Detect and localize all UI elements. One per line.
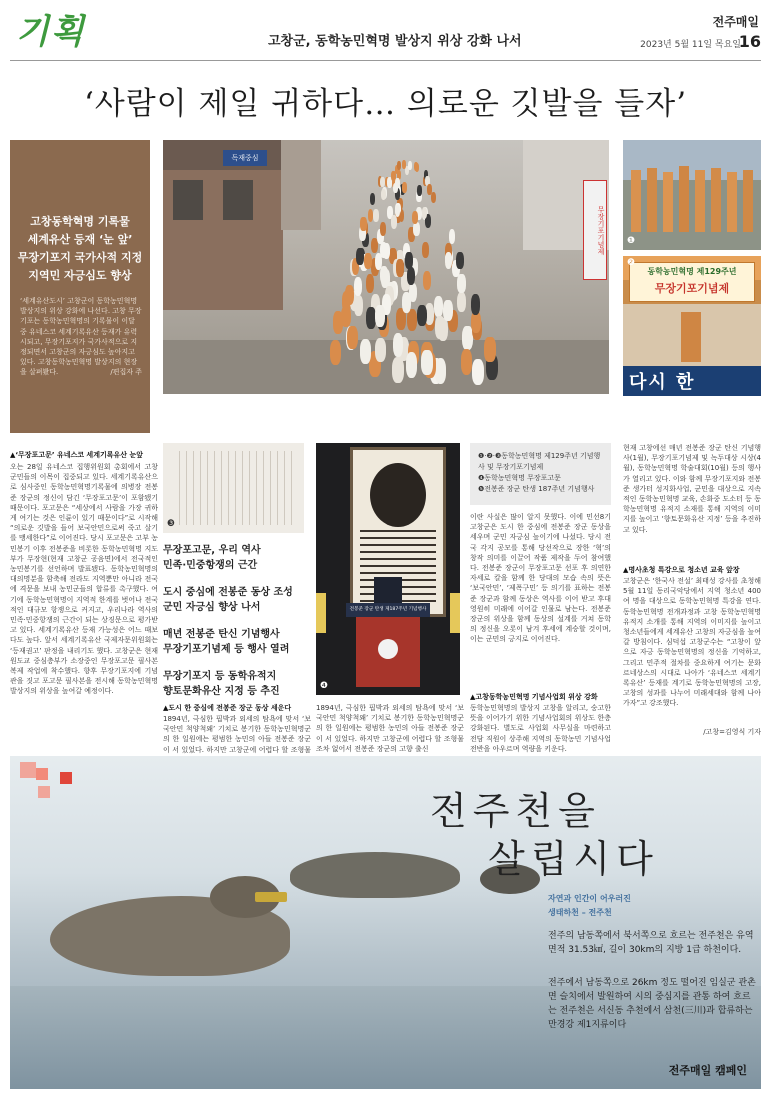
crowd-figure <box>484 337 495 361</box>
crowd-figure <box>471 294 480 315</box>
crowd-figure <box>391 215 397 229</box>
crowd-figure <box>356 248 364 265</box>
campaign-paragraph: 전주에서 남동쪽으로 26km 정도 떨어진 임실군 관촌면 슬치에서 발원하여 시의 중심지를 관통 하여 흐르는 전주천은 서신동 추천에서 삼천(三川)과 합류하는 만경강 제1지류이다 <box>548 978 756 1030</box>
photo-number: ❸ <box>167 519 176 529</box>
crowd-figure <box>360 217 366 231</box>
crowd-figure <box>347 326 358 349</box>
subhead: 무장기포지 등 동학유적지 향토문화유산 지정 등 추진 <box>163 671 280 697</box>
crowd-figure <box>413 222 419 236</box>
campaign-tagline: 생태하천 – 전주천 <box>548 908 612 917</box>
crowd-figure <box>380 266 388 284</box>
summary-byline: /편집자 주 <box>110 368 142 377</box>
crowd-figure <box>393 183 398 194</box>
crowd-figure <box>402 182 407 193</box>
summary-text <box>20 296 142 378</box>
header-topic: 고창군, 동학농민혁명 발상지 위상 강화 나서 <box>268 34 522 49</box>
portrait-photo <box>316 443 460 695</box>
small-photo-2 <box>623 256 761 396</box>
crowd-figure <box>407 267 415 285</box>
col2-text: 1894년, 극심한 핍박과 외세의 탐욕에 맞서 ‘보국안민 척양척왜’ 기치로 봉기한 동학농민혁명군의 한 일원에는 평범한 농민의 아들 전봉준 장군이 서 있었다. 하지만 고창군에 어렵다 할 조형물 <box>163 715 311 754</box>
subhead: 도시 중심에 전봉준 동상 조성 군민 자긍심 향상 나서 <box>163 587 293 613</box>
headline: ‘사람이 제일 귀하다… 의로운 깃발을 들자’ <box>83 86 688 122</box>
section-label: 기획 <box>16 12 86 52</box>
summary-title-line: 지역민 자긍심도 향상 <box>28 269 132 282</box>
crowd-figure <box>364 253 372 270</box>
crowd-figure <box>408 161 412 170</box>
col3-text: 이란 사실은 많이 알지 못했다. 이에 민선8기 고창군은 도시 한 중심에 전봉준 장군 동상을 세우며 군민 자긍심 높이기에 나섰다. 당시 전국 각지 공모를 통해 당선작으로 장한 ‘혁’의 창작 의미를 이끌어 작품 제작을 두어 참여했다. 전봉준 장군이 무장포고문 선포 후 의연한 자세로 칼을 함께 한 당대의 모습 속의 뜻은 ‘보국안민’, ‘제폭구민’ 등 의기를 표하는 전봉준 장군과 함께 동상은 역사를 이어 받고 후대 영원히 미래에 이어갈 인물로 남는다. 전봉준 장군의 위상을 함께 동상의 설계를 거쳐 동학의 정신을 오롯이 남겨 후세에 계승할 것이며, 이는 군민의 긍지로 이어진다. <box>470 513 611 644</box>
crowd-figure <box>373 209 379 222</box>
crowd-figure <box>456 252 464 269</box>
grey-caption: ❶·❷·❸동학농민혁명 제129주년 기념행사 및 무장기포기념제 <box>478 452 601 471</box>
crowd-figure <box>375 305 385 327</box>
crowd-figure <box>366 274 375 293</box>
crowd-figure <box>457 274 466 293</box>
crowd-figure <box>434 296 443 317</box>
crowd-figure <box>381 189 386 200</box>
crowd-figure <box>375 253 383 270</box>
small-photo-1 <box>623 140 761 250</box>
campaign-title-line: 살립시다 <box>488 837 659 881</box>
col3-caption <box>470 692 611 702</box>
crowd-figure <box>370 193 375 205</box>
main-photo <box>163 140 609 394</box>
crowd-figure <box>406 352 418 378</box>
summary-title <box>10 213 150 285</box>
summary-body: ‘세계유산도시’ 고창군이 동학농민혁명 발상지의 위상 강화에 나선다. 고창 무장기포는 동학농민혁명의 기록물이 이달 중 유네스코 세계기록유산 등재가 유력시되고, 무장기포지가 국가사적으로 지정되면서 고창군의 자긍심도 높아지고 있다. 고창동학농민혁명 발상지의 현장을 살펴봤다. <box>20 297 142 377</box>
calligraphy-photo <box>163 443 304 533</box>
campaign-credit: 전주매일 캠페인 <box>668 1064 747 1077</box>
crowd-figure <box>435 316 445 339</box>
crowd-figure <box>422 242 429 258</box>
subhead: 무장포고문, 우리 역사 민족·민중항쟁의 근간 <box>163 545 261 571</box>
crowd-figure <box>392 357 404 383</box>
crowd-figure <box>402 292 411 312</box>
crowd-figure <box>457 292 466 312</box>
crowd-figure <box>445 252 453 269</box>
crowd-figure <box>431 192 436 204</box>
vertical-banner: 무장기포기념제 <box>583 180 607 280</box>
col3-lower: 1894년, 극심한 핍박과 외세의 탐욕에 맞서 ‘보국안민 척양척왜’ 기치로 봉기한 동학농민혁명군의 한 일원에는 평범한 농민의 아들 전봉준 장군이 서 있었다. 하지만 고창군에 어렵다 할 조형물조차 없어서 전봉준 장군의 고향 출신 <box>316 704 464 753</box>
podium-banner: 전봉준 장군 탄생 제187주년 기념행사 <box>346 603 430 617</box>
banner-line-2: 무장기포기념제 <box>654 282 730 295</box>
photo-number: ❷ <box>627 258 636 268</box>
campaign-banner <box>10 756 761 1089</box>
photo-number: ❹ <box>320 681 329 691</box>
crowd-figure <box>354 295 363 316</box>
crowd-figure <box>380 177 385 187</box>
col4-byline: /고창=김영식 기자 <box>703 728 761 736</box>
photo-number: ❶ <box>627 236 636 246</box>
col3-text-2: 동학농민혁명의 발상지 고창을 알리고, 숭고한 뜻을 이어가기 위한 기념사업회의 위상도 한층 강화된다. 별도로 사업회 사무실을 마련하고 전담 직원이 상주해 지역의 동학농민 기념사업 전반을 아우르며 역량을 키운다. <box>470 704 611 753</box>
page-number: 16 <box>738 32 761 51</box>
summary-title-line: 고창동학혁명 기록물 <box>30 215 130 228</box>
crowd-figure <box>449 229 456 244</box>
crowd-figure <box>345 285 354 305</box>
street-sign: 독재중심 <box>223 150 267 166</box>
photo-captions-box <box>470 443 611 505</box>
crowd-figure <box>405 252 413 269</box>
header-rule <box>10 60 761 61</box>
campaign-paragraph: 전주의 남동쪽에서 북서쪽으로 흐르는 전주천은 유역면적 31.53㎢, 길이 30km의 지방 1급 하천이다. <box>548 931 754 955</box>
summary-box <box>10 140 150 433</box>
paper-date: 2023년 5월 11일 목요일 <box>640 40 741 50</box>
col1-caption-text: ▲‘무장포고문’ 유네스코 세계기록유산 눈앞 <box>10 451 143 459</box>
col2-caption-text: ▲도시 한 중심에 전봉준 장군 동상 세운다 <box>163 704 292 712</box>
summary-title-line: 무장기포지 국가사적 지정 <box>17 251 143 264</box>
subheads <box>163 543 313 711</box>
campaign-tagline: 자연과 인간이 어우러진 <box>548 894 631 903</box>
crowd-figure <box>417 305 427 327</box>
paper-name: 전주매일 <box>712 15 759 29</box>
crowd-figure <box>354 277 363 296</box>
subhead: 매년 전봉준 탄신 기념행사 무장기포기념제 등 행사 열려 <box>163 629 290 655</box>
crowd-figure <box>417 185 422 196</box>
col4-caption-text: ▲명사초청 특강으로 청소년 교육 앞장 <box>623 566 740 574</box>
crowd-figure <box>330 340 341 365</box>
crowd-figure <box>435 358 447 384</box>
col1-caption <box>10 450 158 460</box>
campaign-title-line: 전주천을 <box>430 789 601 833</box>
col2-caption <box>163 703 311 713</box>
col4-text-2: 고창군은 ‘한국사 전설’ 최태성 강사를 초청해 5월 11일 동리국악당에서 지역 청소년 400여 명을 대상으로 동학농민혁명 특강을 연다. 동학농민혁명 전개과정과 고창 동학농민혁명 유적지 소개를 통해 지역의 이미지를 높이고 청소년들에게 세계유산 고창의 자긍심을 높여갈 방침이다. 심덕섭 고창군수는 “고창이 앞으로 자긍 동학농민혁명의 정신을 기억하고, 그리고 민주적 절차를 중요하게 여기는 문화 르네상스의 시대로 나아가 ‘유네스코 세계기록유산’ 등재를 계기로 동학농민혁명의 고장, 고창의 성과를 나누어 미래세대와 함께 나아가자”고 강조했다. <box>623 577 761 708</box>
crowd-figure <box>397 161 401 170</box>
col4-text: 현재 고창에선 매년 전봉준 장군 탄신 기념행사(1월), 무장기포기념제 및 녹두대상 시상(4월), 동학농민혁명 학술대회(10월) 등의 행사가 열리고 있다. 이와 함께 무장기포지와 전봉준 생가터 성지화사업, 군민을 대상으로 지속적인 동학농민혁명 교육, 손화중 도소터 등 동학농민혁명 유적지 소재를 통해 지역의 이미지를 높이고 ‘향토문화유산 지정’ 등을 추진하고 있다. <box>623 444 761 534</box>
banner-watermark: 다시 한 <box>629 372 696 393</box>
crowd-figure <box>396 259 404 277</box>
crowd-figure <box>415 163 419 172</box>
grey-caption: ❹동학농민혁명 무장포고문 <box>478 474 561 482</box>
crowd-figure <box>423 271 431 290</box>
crowd-figure <box>443 300 453 321</box>
crowd-figure <box>472 359 484 385</box>
grey-caption: ❺전봉준 장군 탄생 187주년 기념행사 <box>478 485 595 493</box>
crowd-figure <box>333 311 343 333</box>
crowd-figure <box>383 243 390 259</box>
crowd-figure <box>360 339 371 364</box>
crowd-figure <box>421 350 433 376</box>
crowd-figure <box>461 349 473 374</box>
banner-line-1: 동학농민혁명 제129주년 <box>647 267 737 276</box>
crowd-figure <box>393 333 404 357</box>
crowd-figure <box>375 338 386 362</box>
col4-caption <box>623 565 761 575</box>
col3-caption-text: ▲고창동학농민혁명 기념사업회 위상 강화 <box>470 693 598 701</box>
summary-title-line: 세계유산 등재 ‘눈 앞’ <box>27 233 133 246</box>
crowd-figure <box>380 222 386 236</box>
col1-text: 오는 28일 유네스코 집행위원회 총회에서 고창군민들의 이목이 집중되고 있다. 세계기록유산으로 심사중인 동학농민혁명기록물에 의병장 전봉준 장군의 정신이 담긴 ‘무장포고문’이 포함됐기 때문이다. 포고문은 “세상에서 사람을 가장 귀하게 여기는 것은 인륜이 있기 때문이다”로 시작해 “의로운 깃발을 들어 보국안민으로써 죽고 살기를 맹세한다”로 이어진다. 당시 포고문은 고부 농민봉기 이후 전봉준을 비롯한 동학농민혁명 지도부가 무장현(현재 고창군 공음면)에서 전국적인 농민봉기를 선언하며 발표됐다. 동학농민혁명의 대의명분을 함축해 전라도 지역뿐만 아니라 전국에 격문을 보내 농민군들의 합류를 촉구했다. 여기에 동학농민혁명이 지역적 한계를 벗어나 전국적인 대규모 항쟁으로 커지고, 우리나라 역사의 민족·민중항쟁의 근간이 되는 상징문으로 평가받고 있다. 세계기록유산 등재 가능성은 어느 때보다도 높다. 앞서 세계기록유산 국제자문위원회는 ‘등재권고’ 판정을 내리기도 했다. 고창군은 현재 원도교 중심층부가 소장중인 무장포고문 필사본 복제 작업에 착수했다. 향후 무장기포지에 기념관을 짓고 포고문 필사본을 전시해 동학농민혁명 발상지의 위상을 높여갈 예정이다. <box>10 463 158 696</box>
